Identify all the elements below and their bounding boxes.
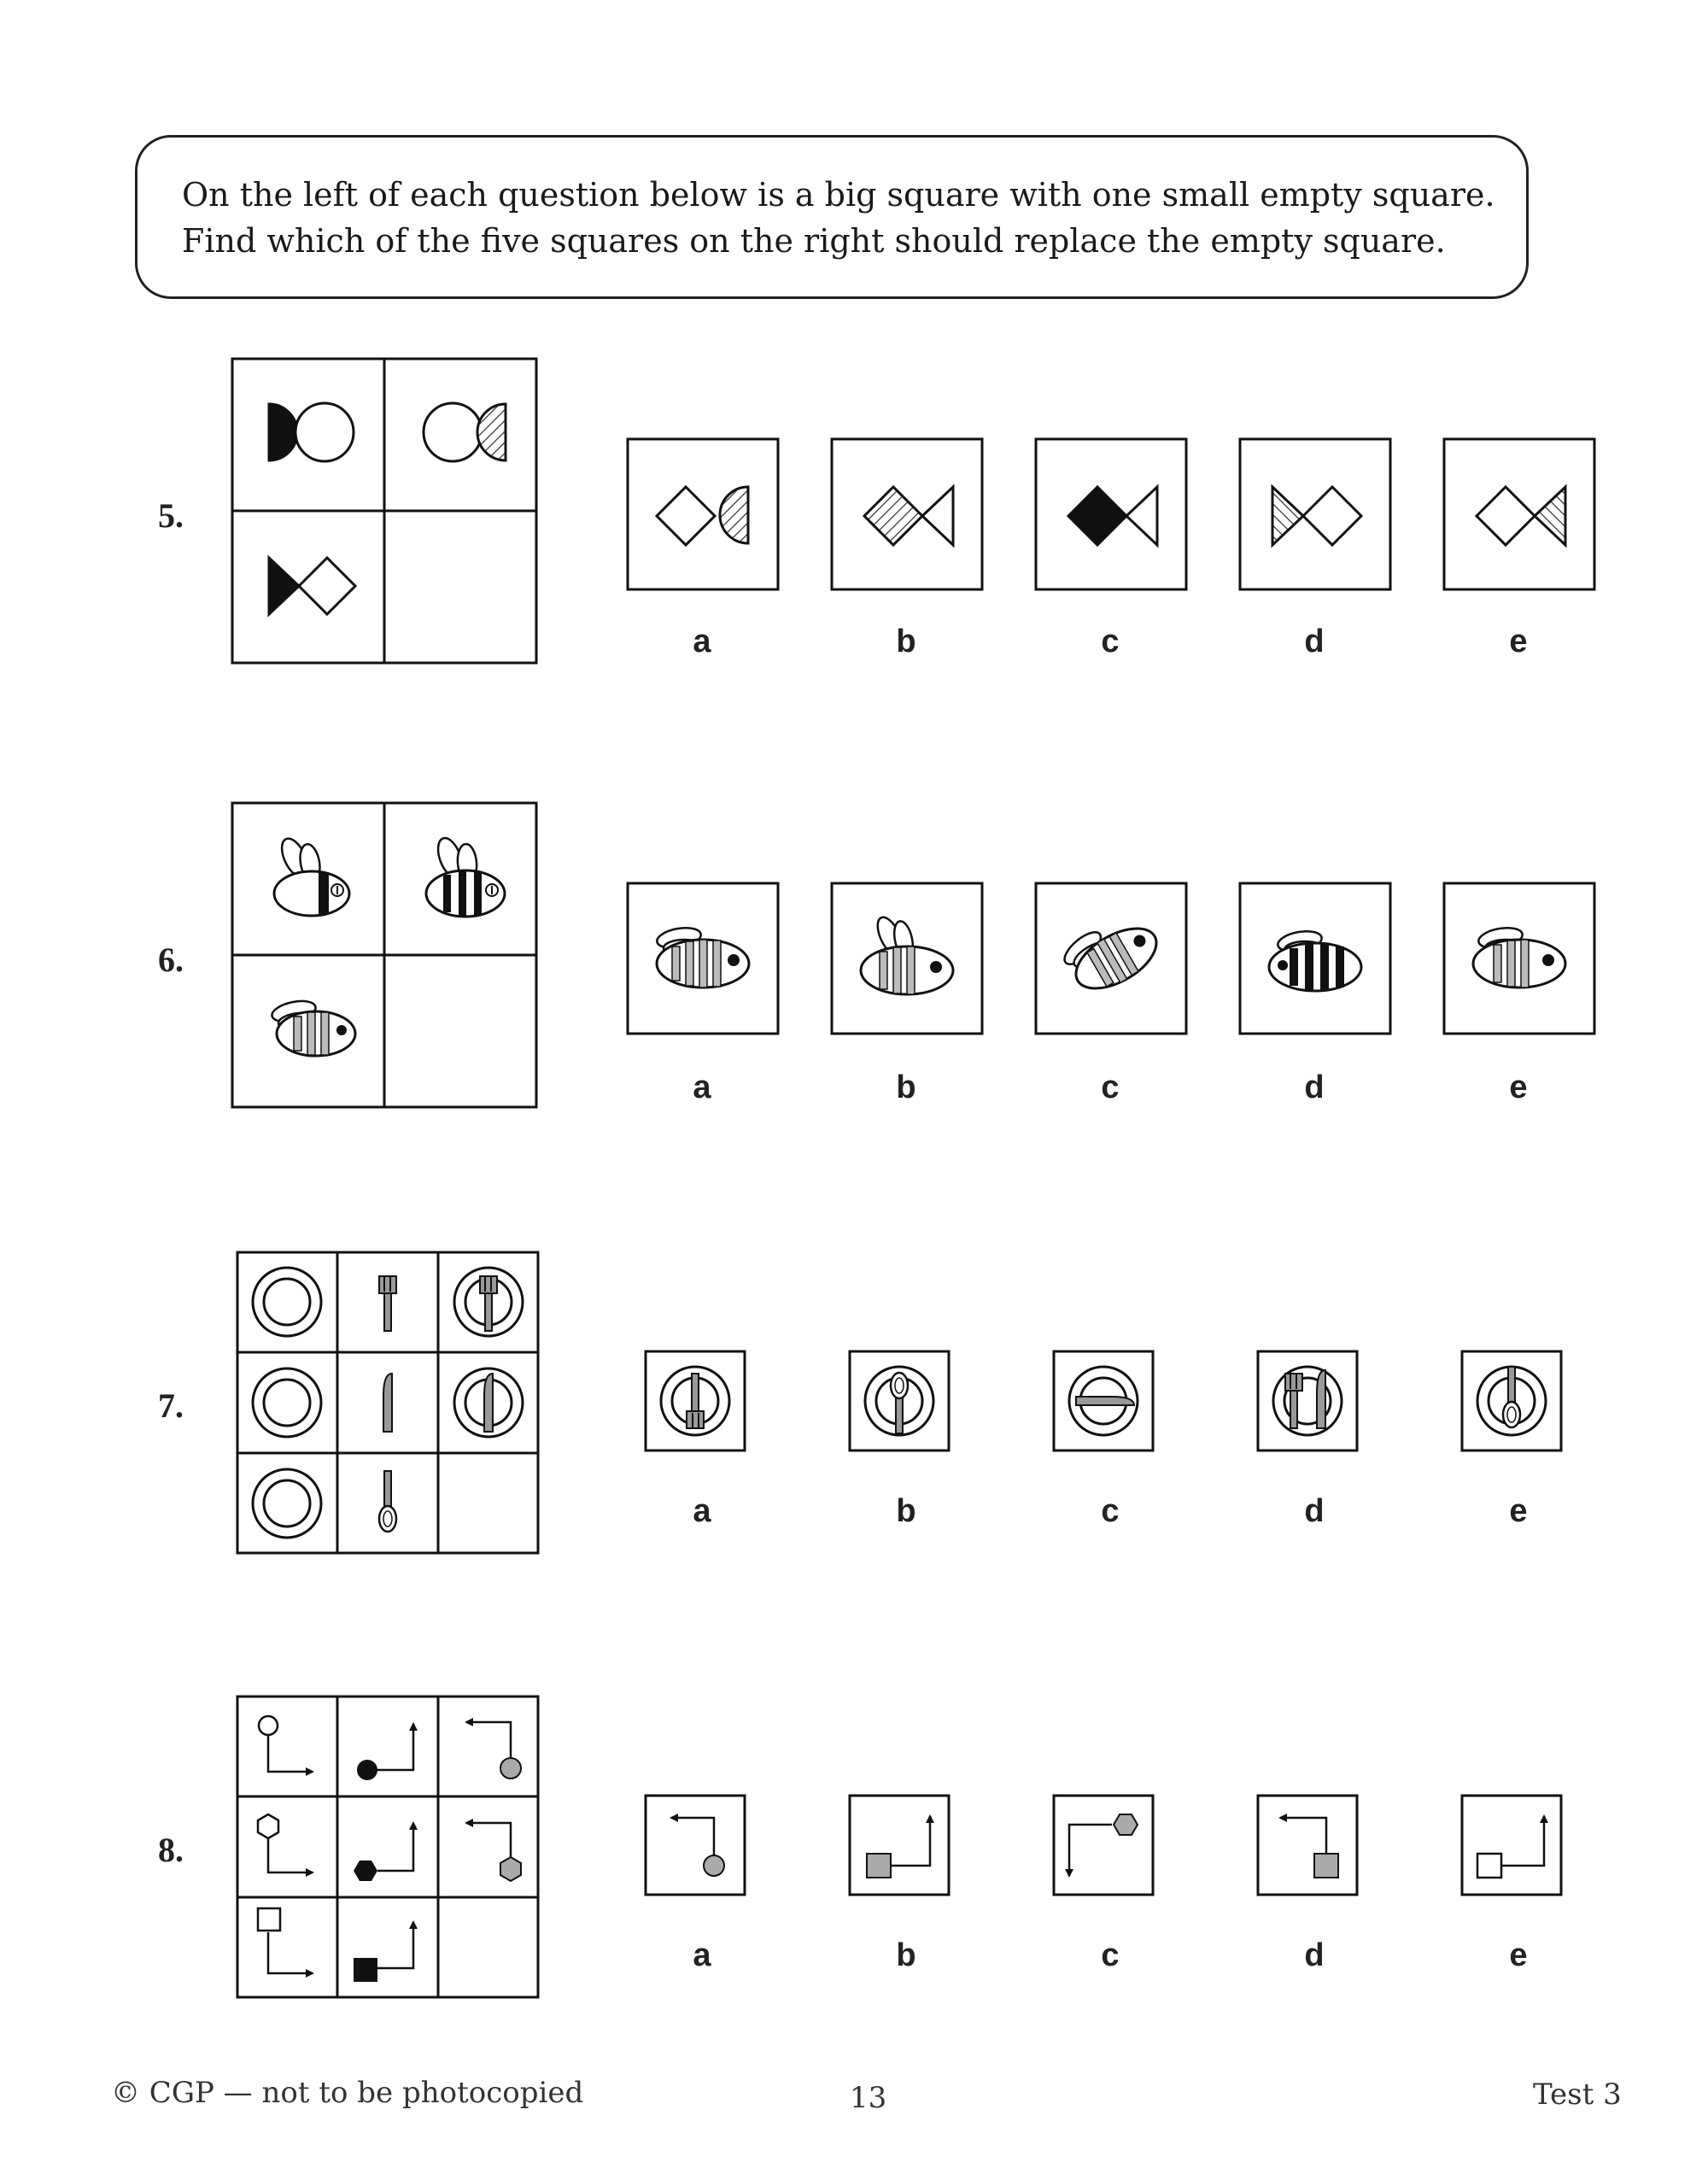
question-6-label-c: c: [1101, 1069, 1120, 1105]
question-5-label-c: c: [1101, 624, 1120, 659]
question-8-option-a[interactable]: [644, 1794, 746, 1896]
question-7-label-b: b: [896, 1493, 916, 1529]
test-label: Test 3: [1533, 2077, 1622, 2112]
question-7-option-d[interactable]: [1256, 1350, 1359, 1452]
question-7-label-a: a: [693, 1493, 711, 1529]
page-number: 13: [850, 2081, 887, 2115]
question-7-label-d: d: [1304, 1493, 1325, 1529]
question-8-label-d: d: [1304, 1937, 1325, 1973]
question-8-label-e: e: [1509, 1937, 1528, 1973]
question-7-option-c[interactable]: [1052, 1350, 1155, 1452]
question-7-option-e[interactable]: [1460, 1350, 1563, 1452]
question-5-label-b: b: [896, 624, 916, 659]
question-8-label-b: b: [896, 1937, 916, 1973]
question-6-label-a: a: [693, 1069, 711, 1105]
question-8-number: 8.: [158, 1831, 184, 1869]
question-5-option-e[interactable]: [1442, 437, 1596, 591]
question-6-grid: [231, 801, 538, 1109]
footer-copyright: © CGP — not to be photocopied: [111, 2076, 584, 2110]
question-6-option-d[interactable]: [1238, 882, 1392, 1035]
instructions-line-2: Find which of the five squares on the right should replace the empty square.: [182, 222, 1446, 260]
question-8-option-d[interactable]: [1256, 1794, 1359, 1896]
question-8-grid: [236, 1695, 540, 1999]
question-7-label-c: c: [1101, 1493, 1120, 1529]
question-5-option-b[interactable]: [830, 437, 984, 591]
question-8-label-c: c: [1101, 1937, 1120, 1973]
question-5-label-a: a: [693, 624, 711, 659]
question-6-option-c[interactable]: [1034, 882, 1188, 1035]
question-6-label-d: d: [1304, 1069, 1325, 1105]
question-7-option-b[interactable]: [848, 1350, 951, 1452]
question-5-grid: [231, 357, 538, 665]
question-8-option-e[interactable]: [1460, 1794, 1563, 1896]
question-6-label-b: b: [896, 1069, 916, 1105]
question-8-option-c[interactable]: [1052, 1794, 1155, 1896]
instructions-box: [135, 135, 1529, 299]
question-8-option-b[interactable]: [848, 1794, 951, 1896]
question-5-option-c[interactable]: [1034, 437, 1188, 591]
question-5-option-d[interactable]: [1238, 437, 1392, 591]
question-5-label-e: e: [1509, 624, 1528, 659]
question-5-number: 5.: [158, 496, 184, 535]
question-6-option-e[interactable]: [1442, 882, 1596, 1035]
question-5-label-d: d: [1304, 624, 1325, 659]
question-6-option-a[interactable]: [626, 882, 780, 1035]
question-7-option-a[interactable]: [644, 1350, 746, 1452]
question-6-number: 6.: [158, 941, 184, 979]
question-7-grid: [236, 1251, 540, 1555]
instructions-line-1: On the left of each question below is a big square with one small empty square.: [182, 176, 1495, 214]
question-5-option-a[interactable]: [626, 437, 780, 591]
question-6-label-e: e: [1509, 1069, 1528, 1105]
question-7-label-e: e: [1509, 1493, 1528, 1529]
question-8-label-a: a: [693, 1937, 711, 1973]
question-6-option-b[interactable]: [830, 882, 984, 1035]
question-7-number: 7.: [158, 1386, 184, 1425]
